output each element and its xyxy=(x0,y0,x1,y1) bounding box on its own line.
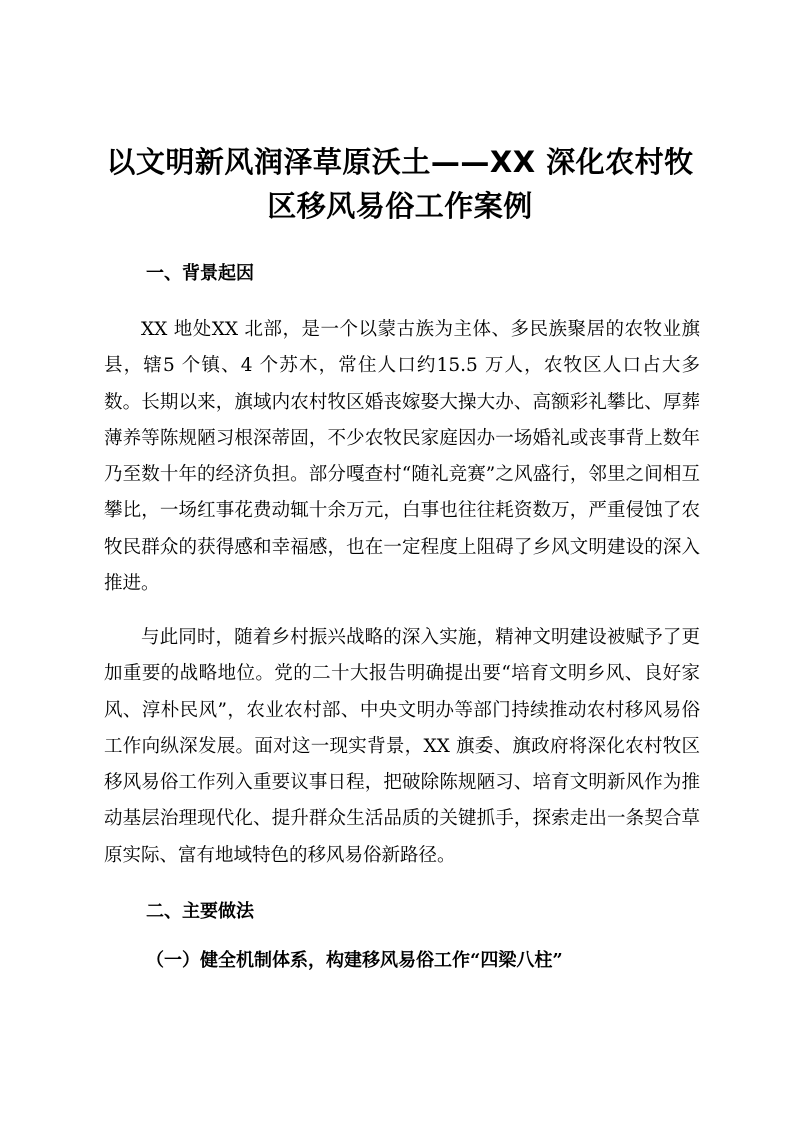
section-heading-background: 一、背景起因 xyxy=(146,263,254,284)
paragraph-background-2: 与此同时，随着乡村振兴战略的深入实施，精神文明建设被赋予了更加重要的战略地位。党的二十大报告明确提出要“培育文明乡风、良好家风、淳朴民风”，农业农村部、中央文明办等部门持续推动农村移风易俗工作向纵深发展。面对这一现实背景，XX 旗委、旗政府将深化农村牧区移风易俗工作列入重要议事日程，把破除陈规陋习、培育文明新风作为推动基层治理现代化、提升群众生活品质的关键抓手，探索走出一条契合草原实际、富有地域特色的移风易俗新路径。 xyxy=(104,627,700,866)
document-title xyxy=(100,140,700,228)
title-line-2: 区移风易俗工作案例 xyxy=(267,189,533,223)
title-line-1: 以文明新风润泽草原沃土——XX 深化农村牧 xyxy=(106,145,694,179)
section-heading-main-practices: 二、主要做法 xyxy=(146,901,254,922)
paragraph-background-1: XX 地处XX 北部，是一个以蒙古族为主体、多民族聚居的农牧业旗县，辖5 个镇、4 个苏木，常住人口约15.5 万人，农牧区人口占大多数。长期以来，旗域内农村牧区婚丧嫁娶大操大办、高额彩礼攀比、厚葬薄养等陈规陋习根深蒂固，不少农牧民家庭因办一场婚礼或丧事背上数年乃至数十年的经济负担。部分嘎查村“随礼竞赛”之风盛行，邻里之间相互攀比，一场红事花费动辄十余万元，白事也往往耗资数万，严重侵蚀了农牧民群众的获得感和幸福感，也在一定程度上阻碍了乡风文明建设的深入推进。 xyxy=(104,319,700,595)
subsection-heading-mechanism: （一）健全机制体系，构建移风易俗工作“四梁八柱” xyxy=(146,950,563,971)
